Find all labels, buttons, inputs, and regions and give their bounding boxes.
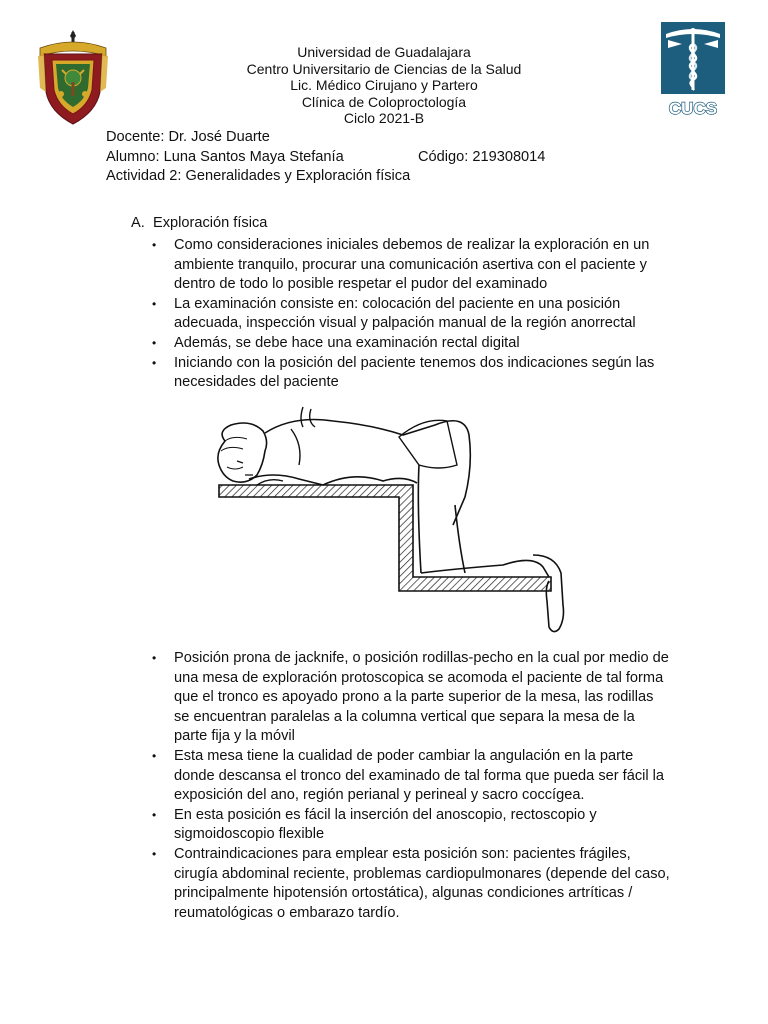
bullet-symbol: •	[152, 651, 157, 665]
header-center: Centro Universitario de Ciencias de la Salud	[246, 60, 522, 77]
header-university: Universidad de Guadalajara	[297, 44, 471, 60]
bullet-list-details	[131, 649, 671, 923]
jackknife-position-illustration	[203, 405, 575, 637]
activity-line: Actividad 2: Generalidades y Exploración física	[106, 168, 411, 184]
student-info	[106, 128, 546, 187]
bullet-list-intro	[131, 236, 671, 393]
student-line	[106, 148, 546, 168]
bullet-symbol: •	[152, 846, 157, 861]
section-letter: A.	[131, 215, 145, 231]
list-item	[131, 236, 671, 295]
bullet-symbol: •	[152, 335, 157, 350]
bullet-symbol: •	[152, 748, 157, 763]
list-item	[131, 354, 671, 393]
bullet-symbol: •	[152, 807, 157, 822]
bullet-symbol: •	[152, 355, 157, 370]
bullet-symbol: •	[152, 296, 157, 311]
list-item	[131, 845, 671, 923]
list-item	[131, 649, 671, 747]
bullet-symbol: •	[152, 238, 157, 252]
bullet-text: Iniciando con la posición del paciente tenemos dos indicaciones según las necesidades del paciente	[174, 354, 655, 391]
teacher-line: Docente: Dr. José Duarte	[106, 129, 270, 145]
cucs-logo-text: CUCS	[668, 99, 718, 118]
bullet-text: La examinación consiste en: colocación del paciente en una posición adecuada, inspección visual y palpación manual de la región anorrectal	[174, 295, 636, 332]
institution-header	[180, 44, 588, 127]
bullet-text: Contraindicaciones para emplear esta posición son: pacientes frágiles, cirugía abdominal reciente, problemas cardiopulmonares (depende del caso, principalmente hipotensión ortostática), algunas condiciones artríticas / reumatológicas o embarazo tardío.	[174, 845, 670, 921]
bullet-text: Esta mesa tiene la cualidad de poder cambiar la angulación en la parte donde descansa el tronco del examinado de tal forma que pueda ser fácil la exposición del ano, región perianal y perineal y sacro coccígea.	[174, 747, 665, 804]
header-program: Lic. Médico Cirujano y Partero	[290, 77, 478, 94]
header-cycle: Ciclo 2021-B	[343, 110, 425, 127]
cucs-caduceus-logo	[660, 20, 726, 120]
student-name: Alumno: Luna Santos Maya Stefanía	[106, 148, 344, 165]
list-item	[131, 747, 671, 806]
udg-crest-logo	[36, 30, 110, 126]
list-item	[131, 334, 671, 354]
bullet-text: Como consideraciones iniciales debemos de realizar la exploración en un ambiente tranquilo, procurar una comunicación asertiva con el paciente y dentro de todo lo posible respetar el pudor del examinado	[174, 237, 650, 293]
student-code: Código: 219308014	[418, 148, 546, 165]
section-title: Exploración física	[153, 215, 268, 231]
bullet-text: En esta posición es fácil la inserción del anoscopio, rectoscopio y sigmoidoscopio flexible	[174, 806, 597, 843]
section-heading	[131, 214, 671, 234]
list-item	[131, 806, 671, 845]
header-clinic: Clínica de Coloproctología	[301, 93, 467, 110]
bullet-text: Además, se debe hace una examinación rectal digital	[174, 334, 520, 351]
list-item	[131, 295, 671, 334]
bullet-text: Posición prona de jacknife, o posición rodillas-pecho en la cual por medio de una mesa de exploración protoscopica se acomoda el paciente de tal forma que el tronco es apoyado prono a la parte superior de la mesa, las rodillas se encuentran paralelas a la columna vertical que separa la mesa de la parte fija y la móvil	[174, 650, 669, 745]
